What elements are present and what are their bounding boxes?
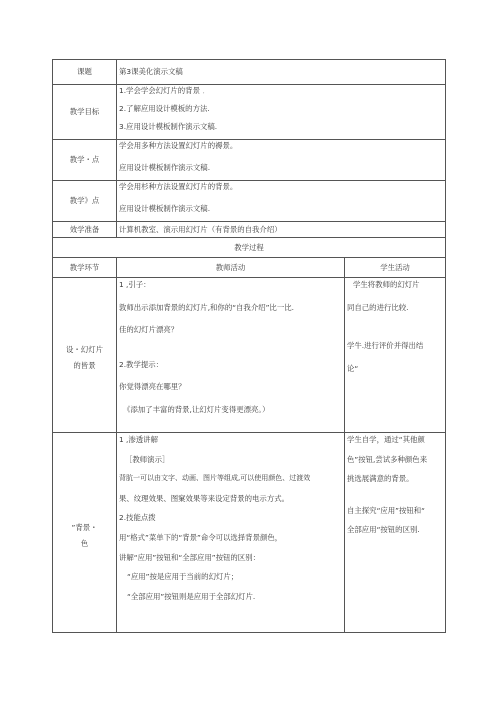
difficult-point-content — [117, 181, 446, 222]
teacher-line: 1 ,渗透讲解 — [119, 435, 158, 444]
student-line: 色”按钮,尝试多种颜色来 — [347, 454, 428, 464]
student-line: 同自己的进行比较. — [347, 302, 409, 312]
teacher-line: 背肮一可以由文字、动画、图片等组成,可以使用颜色、过渡效 — [119, 474, 311, 483]
lesson-plan-table — [52, 59, 446, 633]
teacher-line: 你觉得漂亮在哪里？ — [119, 382, 186, 391]
section2-student — [345, 433, 446, 633]
student-line: 自主探究“应用”按钮和“ — [347, 505, 426, 515]
key-point-line: 应用设计模板制作演示文稿. — [119, 163, 211, 172]
section1-row — [53, 278, 446, 433]
student-line: 全部应用“按钮的区别. — [347, 525, 420, 535]
difficult-point-line: 学会用杉种方法设置幻灯片的背景。 — [119, 182, 238, 191]
process-title: 教学过程 — [53, 238, 446, 258]
difficult-point-row — [53, 181, 446, 222]
header-student: 学生活动 — [345, 258, 446, 278]
teacher-line: 2.教学提示： — [119, 359, 164, 369]
section2-label — [53, 433, 117, 633]
teacher-line: ［教师演示］ — [125, 454, 170, 464]
prep-value: 计算机教室、演示用幻灯片（有背景的自我介绍） — [117, 222, 446, 238]
prep-label: 效学准备 — [53, 222, 117, 238]
teacher-line: 用“格式”菜单下的“背景”命令可以选择背景颜色， — [119, 532, 283, 542]
goal-line: 1.学会学会幻灯片的背景﹒ — [119, 86, 208, 95]
process-title-row — [53, 238, 446, 258]
topic-label: 课题 — [53, 60, 117, 85]
key-point-label: 教学・点 — [53, 140, 117, 181]
teacher-line: 《添加了丰富的背景,让幻灯片变得更漂亮。） — [123, 404, 270, 414]
student-line: 学生自学，通过“其他颜 — [347, 435, 425, 444]
key-point-content — [117, 140, 446, 181]
goal-line: 3.应用设计模板制作演示文稿. — [119, 122, 218, 131]
section1-label-line: 设・幻灯片 — [66, 345, 103, 355]
goals-row — [53, 85, 446, 140]
student-line — [347, 325, 443, 341]
prep-row — [53, 222, 446, 238]
teacher-line: 佳的幻灯片漂亮？ — [119, 325, 179, 334]
teacher-line: 讲解“应用”按钮和“全部应用”按钮的区别： — [119, 552, 260, 562]
topic-row — [53, 60, 446, 85]
goals-content — [117, 85, 446, 140]
topic-value: 第3课美化演示文稿 — [117, 60, 446, 85]
student-line: 学生将教师的幻灯片 — [353, 280, 420, 289]
goal-line: 2.了解应用设计模板的方法. — [119, 104, 210, 113]
teacher-line: 果、纹理效果、图窠效果等来设定背景的电示方式。 — [119, 493, 289, 503]
teacher-line: “全部应用”按钮则是应用于全部幻灯片. — [127, 591, 256, 601]
section2-label-line: 色 — [80, 538, 89, 548]
student-line: 挑选展满意的背景。 — [347, 474, 414, 484]
section2-label-line: ”背景・ — [71, 522, 98, 532]
header-stage: 教学环节 — [53, 258, 117, 278]
section2-row — [53, 433, 446, 633]
teacher-line: 敦师出示添加背景的幻灯片,和你的“自我介绍”比一比. — [119, 302, 294, 312]
goals-label: 教学目标 — [53, 85, 117, 140]
header-teacher: 教师活动 — [117, 258, 345, 278]
student-line: 学牛.进行评价并得出结 — [347, 341, 424, 350]
section2-teacher — [117, 433, 345, 633]
process-header-row — [53, 258, 446, 278]
student-line: 论“ — [347, 363, 359, 373]
teacher-line: 2.技能点拨 — [119, 513, 156, 523]
section1-label-line: 的皆景 — [73, 361, 96, 371]
difficult-point-line: 应用设计模板制作演示文稿. — [119, 204, 211, 213]
student-line — [347, 494, 443, 506]
section1-teacher — [117, 278, 345, 433]
teacher-line: 1 ,引子： — [119, 280, 151, 289]
key-point-line: 学会用多种方法设置幻灯片的褥景。 — [119, 141, 238, 150]
teacher-line: “应用”按是应用于当前的幻灯片； — [127, 572, 239, 582]
key-point-row — [53, 140, 446, 181]
section1-label — [53, 278, 117, 433]
teacher-line — [119, 348, 342, 360]
section1-student — [345, 278, 446, 433]
difficult-point-label: 教学》点 — [53, 181, 117, 222]
